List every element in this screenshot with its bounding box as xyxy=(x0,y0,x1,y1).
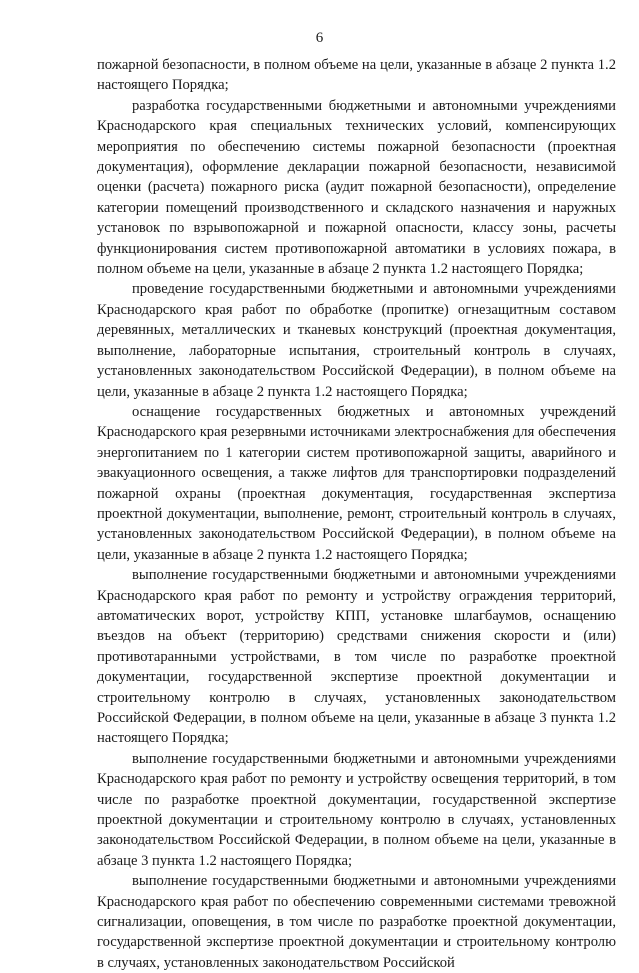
paragraph-lighting-works: выполнение государственными бюджетными и автономными учреждениями Краснодарского края работ по ремонту и устройству освещения территорий, в том числе по разработке проектной документации, государственной экспертизе проектной документации и строительному контролю в случаях, установленных законодательством Российской Федерации, в полном объеме на цели, указанные в абзаце 3 пункта 1.2 настоящего Порядка; xyxy=(97,750,616,869)
document-body xyxy=(97,55,616,973)
paragraph-backup-power: оснащение государственных бюджетных и автономных учреждений Краснодарского края резервными источниками электроснабжения для обеспечения энергопитанием по 1 категории систем противопожарной защиты, аварийного и эвакуационного освещения, а также лифтов для транспортировки подразделений пожарной охраны (проектная документация, государственная экспертиза проектной документации, выполнение, ремонт, строительный контроль в случаях, установленных законодательством Российской Федерации), в полном объеме на цели, указанные в абзаце 2 пункта 1.2 настоящего Порядка; xyxy=(97,403,616,563)
page-number: 6 xyxy=(315,30,324,46)
paragraph-fire-safety-tail: пожарной безопасности, в полном объеме на цели, указанные в абзаце 2 пункта 1.2 настоящего Порядка; xyxy=(97,57,616,94)
paragraph-alarm-systems: выполнение государственными бюджетными и автономными учреждениями Краснодарского края работ по обеспечению современными системами тревожной сигнализации, оповещения, в том числе по разработке проектной документации, государственной экспертизе проектной документации и строительному контролю в случаях, установленных законодательством Российской xyxy=(97,873,616,971)
paragraph-technical-conditions: разработка государственными бюджетными и автономными учреждениями Краснодарского края специальных технических условий, компенсирующих мероприятия по обеспечению системы пожарной безопасности (проектная документация), оформление декларации пожарной безопасности, независимой оценки (расчета) пожарного риска (аудит пожарной безопасности), определение категории помещений производственного и складского назначения и наружных установок по взрывопожарной и пожарной опасности, классу зоны, расчеты функционирования систем противопожарной автоматики в условиях пожара, в полном объеме на цели, указанные в абзаце 2 пункта 1.2 настоящего Порядка; xyxy=(97,97,616,278)
paragraph-fencing-works: выполнение государственными бюджетными и автономными учреждениями Краснодарского края работ по ремонту и устройству ограждения территорий, автоматических ворот, устройству КПП, установке шлагбаумов, оснащению въездов на объект (территорию) средствами снижения скорости и (или) противотаранными устройствами, в том числе по разработке проектной документации, государственной экспертизе проектной документации и строительному контролю в случаях, установленных законодательством Российской Федерации, в полном объеме на цели, указанные в абзаце 3 пункта 1.2 настоящего Порядка; xyxy=(97,567,616,747)
paragraph-fireproofing-works: проведение государственными бюджетными и автономными учреждениями Краснодарского края работ по обработке (пропитке) огнезащитным составом деревянных, металлических и тканевых конструкций (проектная документация, выполнение, лабораторные испытания, строительный контроль в случаях, установленных законодательством Российской Федерации), в полном объеме на цели, указанные в абзаце 2 пункта 1.2 настоящего Порядка; xyxy=(97,281,616,400)
